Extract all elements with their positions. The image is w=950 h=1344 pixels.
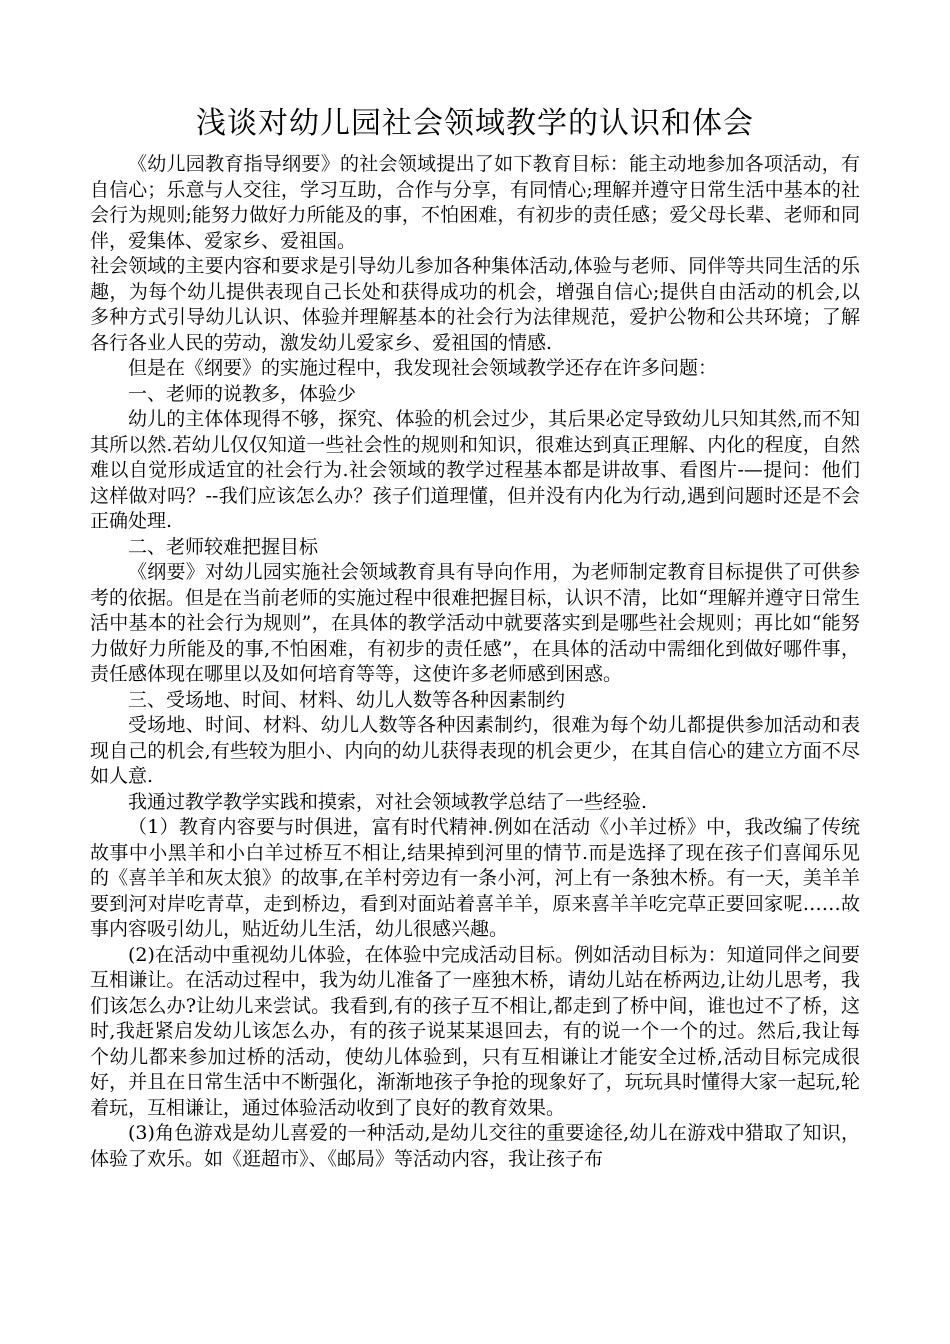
document-title: 浅谈对幼儿园社会领域教学的认识和体会	[196, 106, 754, 141]
paragraph: (3)角色游戏是幼儿喜爱的一种活动,是幼儿交往的重要途径,幼儿在游戏中猎取了知识，体验了欢乐。如《逛超市》、《邮局》等活动内容，我让孩子布	[90, 1122, 860, 1170]
paragraph: 受场地、时间、材料、幼儿人数等各种因素制约，很难为每个幼儿都提供参加活动和表现自己的机会,有些较为胆小、内向的幼儿获得表现的机会更少，在其自信心的建立方面不尽如人意.	[90, 714, 860, 787]
document-body	[90, 152, 860, 1172]
paragraph: 二、老师较难把握目标	[128, 535, 319, 558]
paragraph: 一、老师的说教多，体验少	[128, 382, 357, 405]
paragraph: 《纲要》对幼儿园实施社会领域教育具有导向作用，为老师制定教育目标提供了可供参考的依据。但是在当前老师的实施过程中很难把握目标，认识不清，比如“理解并遵守日常生活中基本的社会行为规则”，在具体的教学活动中就要落实到是哪些社会规则；再比如“能努力做好力所能及的事,不怕困难，有初步的责任感”，在具体的活动中需细化到做好哪件事，责任感体现在哪里以及如何培育等等，这使许多老师感到困惑。	[90, 561, 860, 685]
paragraph: 但是在《纲要》的实施过程中，我发现社会领域教学还存在许多问题：	[128, 357, 718, 379]
paragraph: 《幼儿园教育指导纲要》的社会领域提出了如下教育目标：能主动地参加各项活动，有自信心；乐意与人交往，学习互助，合作与分享，有同情心;理解并遵守日常生活中基本的社会行为规则;能努力做好力所能及的事，不怕困难，有初步的责任感；爱父母长辈、老师和同伴，爱集体、爱家乡、爱祖国。	[90, 153, 860, 252]
paragraph: 三、受场地、时间、材料、幼儿人数等各种因素制约	[128, 688, 566, 711]
document-page	[90, 100, 860, 1172]
paragraph: (2)在活动中重视幼儿体验，在体验中完成活动目标。例如活动目标为：知道同伴之间要互相谦让。在活动过程中，我为幼儿准备了一座独木桥，请幼儿站在桥两边,让幼儿思考，我们该怎么办?让幼儿来尝试。我看到,有的孩子互不相让,都走到了桥中间，谁也过不了桥，这时,我赶紧启发幼儿该怎么办，有的孩子说某某退回去，有的说一个一个的过。然后,我让每个幼儿都来参加过桥的活动，使幼儿体验到，只有互相谦让才能安全过桥,活动目标完成很好，并且在日常生活中不断强化，渐渐地孩子争抢的现象好了，玩玩具时懂得大家一起玩,轮着玩，互相谦让，通过体验活动收到了良好的教育效果。	[90, 943, 860, 1119]
paragraph: （1）教育内容要与时俱进，富有时代精神.例如在活动《小羊过桥》中，我改编了传统故事中小黑羊和小白羊过桥互不相让,结果掉到河里的情节.而是选择了现在孩子们喜闻乐见的《喜羊羊和灰太狼》的故事,在羊村旁边有一条小河，河上有一条独木桥。有一天，美羊羊要到河对岸吃青草，走到桥边，看到对面站着喜羊羊，原来喜羊羊吃完草正要回家呢……故事内容吸引幼儿，贴近幼儿生活，幼儿很感兴趣。	[90, 816, 860, 940]
paragraph: 社会领域的主要内容和要求是引导幼儿参加各种集体活动,体验与老师、同伴等共同生活的乐趣，为每个幼儿提供表现自己长处和获得成功的机会，增强自信心;提供自由活动的机会,以多种方式引导幼儿认识、体验并理解基本的社会行为法律规范，爱护公物和公共环境；了解各行各业人民的劳动，激发幼儿爱家乡、爱祖国的情感.	[90, 255, 860, 354]
paragraph: 我通过教学教学实践和摸索，对社会领域教学总结了一些经验.	[128, 790, 648, 813]
paragraph: 幼儿的主体体现得不够，探究、体验的机会过少，其后果必定导致幼儿只知其然,而不知其所以然.若幼儿仅仅知道一些社会性的规则和知识，很难达到真正理解、内化的程度，自然难以自觉形成适宜的社会行为.社会领域的教学过程基本都是讲故事、看图片-—提问：他们这样做对吗？--我们应该怎么办？孩子们道理懂，但并没有内化为行动,遇到问题时还是不会正确处理.	[90, 408, 860, 532]
